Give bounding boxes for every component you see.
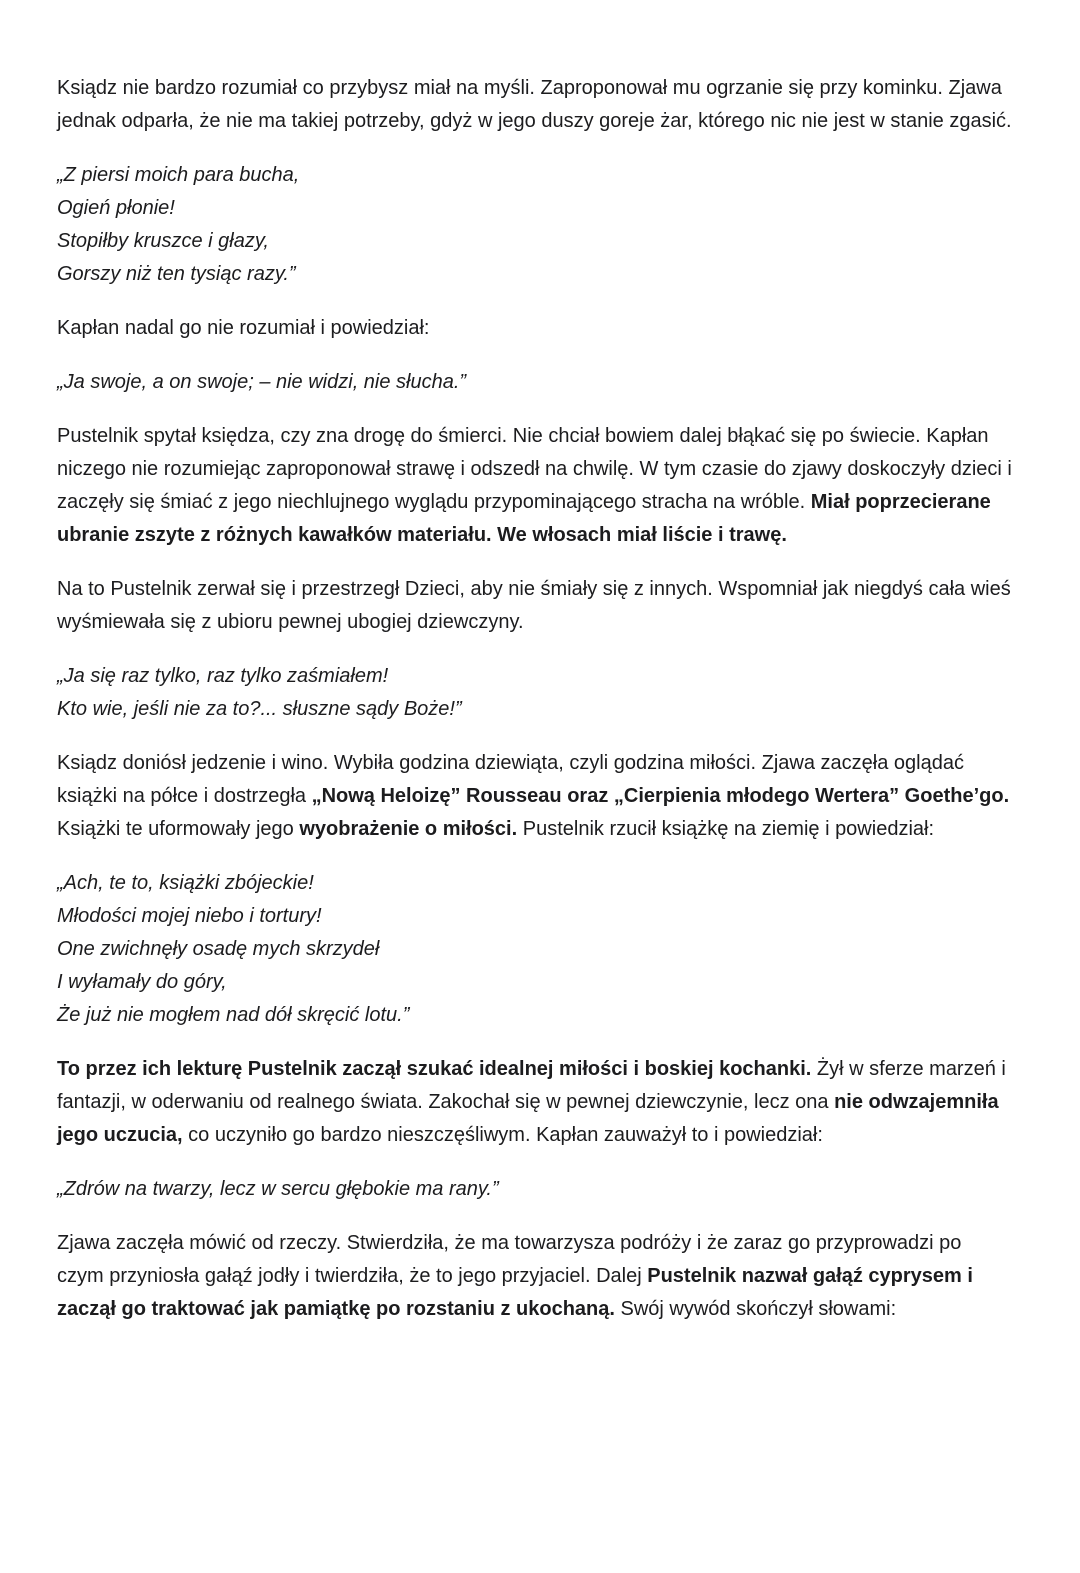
paragraph (57, 420, 1013, 552)
verse-line: „Ach, te to, książki zbójeckie! (57, 872, 314, 894)
verse-line: Kto wie, jeśli nie za to?... słuszne sądy Boże!” (57, 698, 462, 720)
paragraph (57, 1053, 1013, 1152)
text-run: Pustelnik rzucił książkę na ziemię i powiedział: (517, 818, 935, 840)
verse-line: Gorszy niż ten tysiąc razy.” (57, 263, 296, 285)
verse-line: Że już nie mogłem nad dół skręcić lotu.” (57, 1004, 410, 1026)
verse-block (57, 366, 1013, 399)
bold-text-run: Miał poprzecierane ubranie zszyte z różnych kawałków materiału. We włosach miał liście i trawę. (57, 491, 991, 546)
verse-block (57, 1173, 1013, 1206)
bold-text-run: wyobrażenie o miłości. (299, 818, 518, 840)
paragraph (57, 1227, 1013, 1326)
text-run: Kapłan nadal go nie rozumiał i powiedział: (57, 317, 430, 339)
text-run: Na to Pustelnik zerwał się i przestrzegł Dzieci, aby nie śmiały się z innych. Wspomniał jak niegdyś cała wieś wyśmiewała się z ubioru pewnej ubogiej dziewczyny. (57, 578, 1011, 633)
bold-text-run: To przez ich lekturę Pustelnik zaczął szukać idealnej miłości i boskiej kochanki. (57, 1058, 812, 1080)
verse-line: „Ja się raz tylko, raz tylko zaśmiałem! (57, 665, 389, 687)
verse-block (57, 867, 1013, 1032)
verse-block (57, 159, 1013, 291)
text-run: Ksiądz nie bardzo rozumiał co przybysz miał na myśli. Zaproponował mu ogrzanie się przy kominku. Zjawa jednak odparła, że nie ma takiej potrzeby, gdyż w jego duszy goreje żar, którego nic nie jest w stanie zgasić. (57, 77, 1012, 132)
text-run: Żył w sferze marzeń i fantazji, w oderwaniu od realnego świata. Zakochał się w pewnej dziewczynie, lecz ona (57, 1058, 1006, 1113)
verse-line: „Z piersi moich para bucha, (57, 164, 300, 186)
bold-text-run: nie odwzajemniła jego uczucia, (57, 1091, 999, 1146)
text-run: Zjawa zaczęła mówić od rzeczy. Stwierdziła, że ma towarzysza podróży i że zaraz go przyprowadzi po czym przyniosła gałąź jodły i twierdziła, że to jego przyjaciel. Dalej (57, 1232, 962, 1287)
bold-text-run: „Nową Heloizę” Rousseau oraz „Cierpienia młodego Wertera” Goethe’go. (311, 785, 1010, 807)
verse-line: Ogień płonie! (57, 197, 175, 219)
paragraph (57, 573, 1013, 639)
bold-text-run: Pustelnik nazwał gałąź cyprysem i zaczął go traktować jak pamiątkę po rozstaniu z ukochaną. (57, 1265, 973, 1320)
verse-line: „Ja swoje, a on swoje; – nie widzi, nie słucha.” (57, 371, 467, 393)
text-run: co uczyniło go bardzo nieszczęśliwym. Kapłan zauważył to i powiedział: (182, 1124, 823, 1146)
text-run: Ksiądz doniósł jedzenie i wino. Wybiła godzina dziewiąta, czyli godzina miłości. Zjawa zaczęła oglądać książki na półce i dostrzegła (57, 752, 964, 807)
paragraph (57, 747, 1013, 846)
text-run: Swój wywód skończył słowami: (614, 1298, 897, 1320)
verse-line: One zwichnęły osadę mych skrzydeł (57, 938, 380, 960)
verse-block (57, 660, 1013, 726)
verse-line: I wyłamały do góry, (57, 971, 227, 993)
paragraph (57, 312, 1013, 345)
verse-line: „Zdrów na twarzy, lecz w sercu głębokie ma rany.” (57, 1178, 499, 1200)
verse-line: Stopiłby kruszce i głazy, (57, 230, 269, 252)
verse-line: Młodości mojej niebo i tortury! (57, 905, 322, 927)
paragraph (57, 72, 1013, 138)
text-run: Książki te uformowały jego (57, 818, 300, 840)
text-run: Pustelnik spytał księdza, czy zna drogę do śmierci. Nie chciał bowiem dalej błąkać się po świecie. Kapłan niczego nie rozumiejąc zaproponował strawę i odszedł na chwilę. W tym czasie do zjawy doskoczyły dzieci i zaczęły się śmiać z jego niechlujnego wyglądu przypominającego stracha na wróble. (57, 425, 1012, 513)
